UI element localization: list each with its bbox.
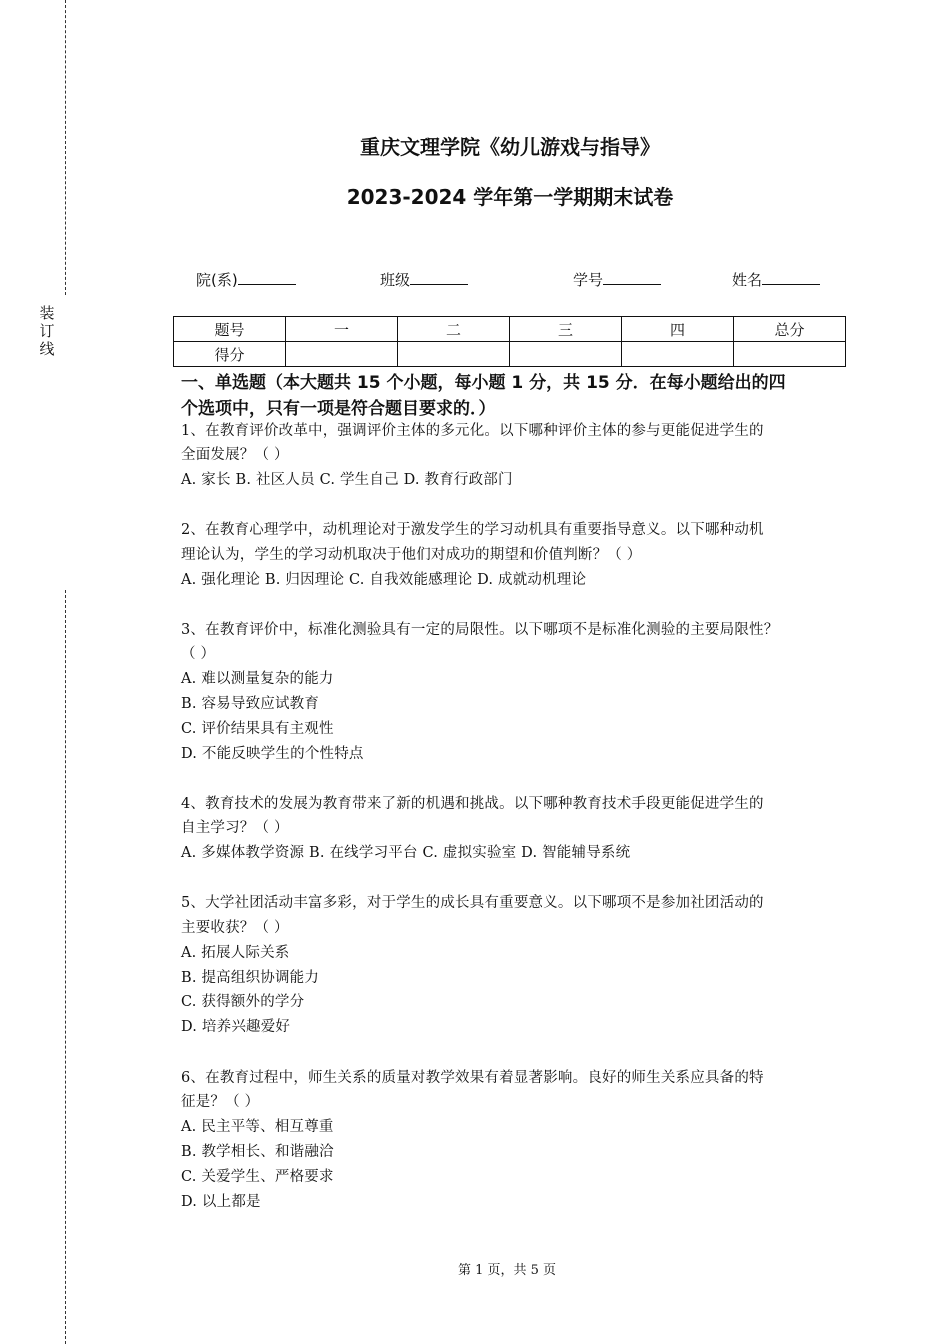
- binding-dashed-line-bottom: [65, 590, 66, 1344]
- binding-char: 装: [39, 304, 55, 322]
- name-label: 姓名: [732, 271, 763, 289]
- score-table-header: 二: [398, 317, 510, 342]
- class-label: 班级: [380, 271, 411, 289]
- question-6-option-c: C. 关爱学生、严格要求: [181, 1169, 334, 1185]
- score-cell[interactable]: [622, 342, 734, 367]
- question-2-stem: 理论认为，学生的学习动机取决于他们对成功的期望和价值判断？（ ）: [181, 547, 642, 563]
- page-number: 第 1 页，共 5 页: [457, 1263, 557, 1278]
- class-blank[interactable]: [410, 270, 468, 285]
- score-table-header-row: [174, 317, 846, 342]
- question-6-option-b: B. 教学相长、和谐融洽: [181, 1144, 334, 1160]
- exam-title-school-course: 重庆文理学院《幼儿游戏与指导》: [360, 135, 660, 159]
- question-3-stem: （ ）: [181, 646, 216, 662]
- score-cell[interactable]: [734, 342, 846, 367]
- question-5-option-b: B. 提高组织协调能力: [181, 970, 320, 986]
- department-field[interactable]: [196, 269, 296, 290]
- question-1-options: A. 家长 B. 社区人员 C. 学生自己 D. 教育行政部门: [181, 472, 513, 488]
- score-table-header: 四: [622, 317, 734, 342]
- question-4-stem: 自主学习？（ ）: [181, 820, 289, 836]
- score-cell[interactable]: [398, 342, 510, 367]
- binding-label: [38, 304, 56, 358]
- question-5-stem: 主要收获？（ ）: [181, 920, 289, 936]
- question-3-option-b: B. 容易导致应试教育: [181, 696, 320, 712]
- student-id-field[interactable]: [573, 269, 661, 290]
- student-id-blank[interactable]: [603, 270, 661, 285]
- student-id-label: 学号: [573, 271, 604, 289]
- score-table: [173, 316, 846, 367]
- name-field[interactable]: [732, 269, 820, 290]
- question-4-options: A. 多媒体教学资源 B. 在线学习平台 C. 虚拟实验室 D. 智能辅导系统: [181, 845, 631, 861]
- section-heading: [181, 370, 841, 422]
- exam-title-term: 2023-2024 学年第一学期期末试卷: [346, 185, 674, 209]
- question-3-stem: 3、在教育评价中，标准化测验具有一定的局限性。以下哪项不是标准化测验的主要局限性？: [181, 622, 779, 638]
- question-6-option-d: D. 以上都是: [181, 1194, 261, 1210]
- question-6-stem: 6、在教育过程中，师生关系的质量对教学效果有着显著影响。良好的师生关系应具备的特: [181, 1070, 764, 1086]
- question-4-stem: 4、教育技术的发展为教育带来了新的机遇和挑战。以下哪种教育技术手段更能促进学生的: [181, 796, 764, 812]
- question-5-stem: 5、大学社团活动丰富多彩，对于学生的成长具有重要意义。以下哪项不是参加社团活动的: [181, 895, 764, 911]
- question-3-option-a: A. 难以测量复杂的能力: [181, 671, 334, 687]
- student-info-row: [0, 269, 950, 293]
- score-cell[interactable]: [286, 342, 398, 367]
- question-3-option-c: C. 评价结果具有主观性: [181, 721, 334, 737]
- question-2-stem: 2、在教育心理学中，动机理论对于激发学生的学习动机具有重要指导意义。以下哪种动机: [181, 522, 764, 538]
- question-5-option-a: A. 拓展人际关系: [181, 945, 290, 961]
- binding-char: 订: [39, 322, 55, 340]
- name-blank[interactable]: [762, 270, 820, 285]
- class-field[interactable]: [380, 269, 468, 290]
- question-1-stem: 1、在教育评价改革中，强调评价主体的多元化。以下哪种评价主体的参与更能促进学生的: [181, 423, 764, 439]
- department-label: 院(系): [196, 271, 238, 289]
- department-blank[interactable]: [238, 270, 296, 285]
- score-row-label: 得分: [174, 342, 286, 367]
- question-2-options: A. 强化理论 B. 归因理论 C. 自我效能感理论 D. 成就动机理论: [181, 572, 587, 588]
- question-6-option-a: A. 民主平等、相互尊重: [181, 1119, 334, 1135]
- score-table-header: 题号: [174, 317, 286, 342]
- score-table-header: 三: [510, 317, 622, 342]
- score-cell[interactable]: [510, 342, 622, 367]
- section-heading-line: 个选项中，只有一项是符合题目要求的．）: [181, 399, 496, 419]
- question-5-option-d: D. 培养兴趣爱好: [181, 1019, 291, 1035]
- question-6-stem: 征是？（ ）: [181, 1094, 260, 1110]
- score-table-header: 一: [286, 317, 398, 342]
- score-table-header: 总分: [734, 317, 846, 342]
- binding-char: 线: [39, 340, 55, 358]
- question-3-option-d: D. 不能反映学生的个性特点: [181, 746, 364, 762]
- question-5-option-c: C. 获得额外的学分: [181, 994, 305, 1010]
- section-heading-line: 一、单选题（本大题共 15 个小题，每小题 1 分，共 15 分．在每小题给出的四: [181, 373, 786, 393]
- score-table-score-row: [174, 342, 846, 367]
- question-1-stem: 全面发展？（ ）: [181, 447, 289, 463]
